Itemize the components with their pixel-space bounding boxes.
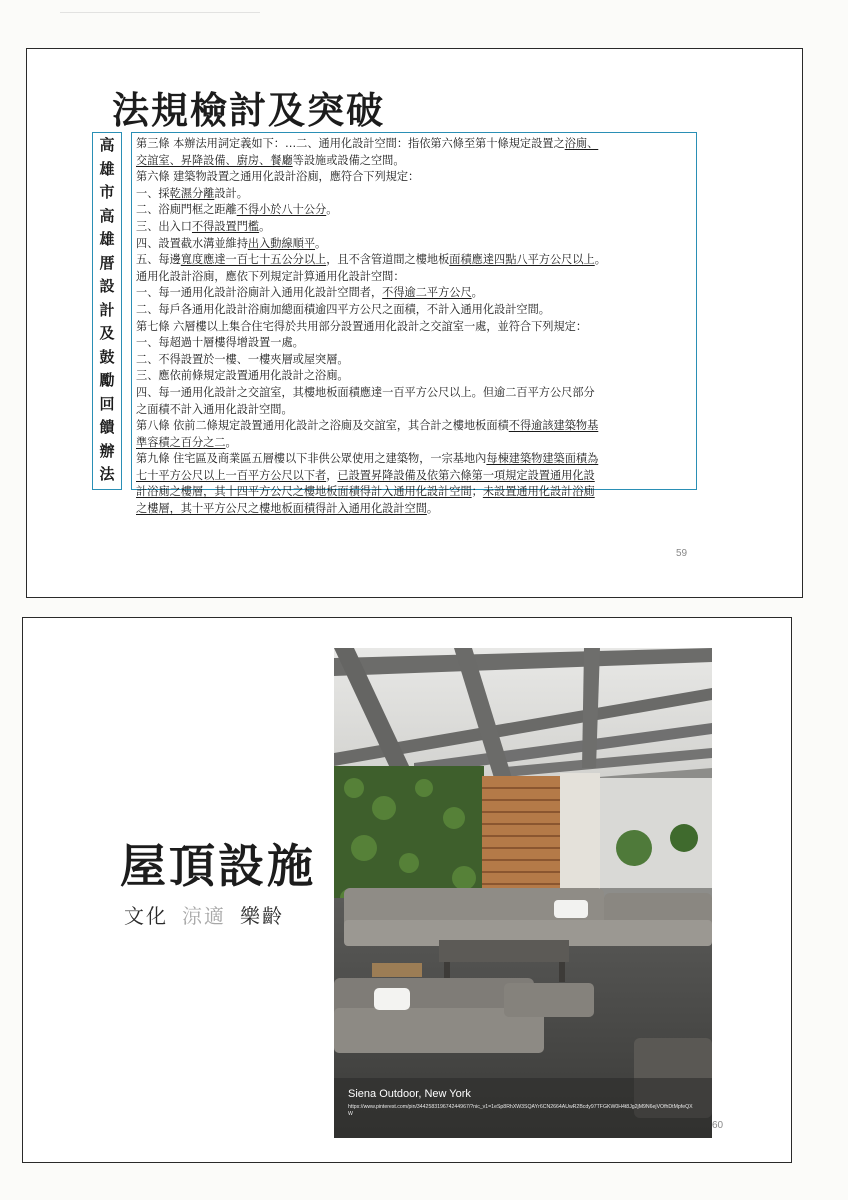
side-label-char: 厝: [99, 253, 115, 272]
regulation-line: 第八條 依前二條規定設置通用化設計之浴廁及交誼室，其合計之樓地板面積不得逾該建築物基: [136, 419, 599, 433]
page-number: 60: [712, 1120, 724, 1131]
regulation-line: 二、浴廁門框之距離不得小於八十公分。: [136, 203, 338, 217]
regulation-line: 一、每一通用化設計浴廁計入通用化設計空間者，不得逾二平方公尺。: [136, 286, 483, 300]
regulation-line: 三、出入口不得設置門檻。: [136, 219, 271, 233]
regulation-line: 一、採乾濕分離設計。: [136, 186, 248, 200]
side-label-char: 饋: [99, 418, 115, 436]
regulation-line: 四、每一通用化設計之交誼室，其樓地板面積應達一百平方公尺以上。但逾二百平方公尺部分: [136, 385, 595, 399]
slide-title: 屋頂設施: [120, 839, 316, 893]
side-label-char: 勵: [99, 371, 115, 389]
photo-caption: Siena Outdoor, New York: [348, 1088, 471, 1100]
regulation-line: 準容積之百分之二。: [136, 435, 237, 449]
regulation-line: 四、設置截水溝並維持出入動線順平。: [136, 236, 327, 250]
side-label-char: 市: [99, 183, 115, 201]
side-label-char: 設: [99, 277, 115, 295]
side-label-char: 雄: [99, 159, 115, 178]
regulation-line: 七十平方公尺以上一百平方公尺以下者，已設置昇降設備及依第六條第一項規定設置通用化設: [136, 468, 595, 482]
regulation-text-box: [131, 132, 697, 516]
subtitle-cool: 涼適: [182, 904, 226, 928]
side-label-char: 雄: [99, 230, 115, 248]
regulation-line: 第七條 六層樓以上集合住宅得於共用部分設置通用化設計之交誼室一處，並符合下列規定：: [136, 319, 588, 333]
regulation-line: 之樓層，其十平方公尺之樓地板面積得計入通用化設計空間。: [136, 502, 439, 516]
rooftop-lounge-illustration: [334, 648, 712, 1138]
vertical-side-label: [92, 132, 122, 490]
regulation-line: 一、每超過十層樓得增設置一處。: [136, 336, 304, 350]
regulation-line: 二、不得設置於一樓、一樓夾層或屋突層。: [136, 352, 349, 366]
side-label-char: 高: [99, 206, 115, 225]
side-label-char: 回: [99, 394, 115, 413]
subtitle-culture: 文化: [124, 904, 168, 928]
regulation-line: 第六條 建築物設置之通用化設計浴廁，應符合下列規定：: [136, 170, 420, 184]
side-label-char: 計: [99, 300, 115, 319]
regulation-line: 第九條 住宅區及商業區五層樓以下非供公眾使用之建築物，一宗基地內每棟建築物建築面積為: [136, 452, 599, 466]
photo-source-url: https://www.pinterest.com/pin/344258319674244967/?nic_v1=1eSp8RhXW3SQAYr6CN2664AUwR2Bcdy97TFGKW0H4t8Jg2jM9N6ejVOfhDtMpfeQXW: [348, 1104, 693, 1117]
regulation-line: 計浴廁之樓層，其十四平方公尺之樓地板面積得計入通用化設計空間；未設置通用化設計浴廁: [136, 485, 595, 499]
slide-title: 法規檢討及突破: [112, 89, 385, 132]
regulation-line: 通用化設計浴廁，應依下列規定計算通用化設計空間：: [136, 269, 405, 283]
scan-artifact-top: [60, 12, 260, 13]
regulation-line: 之面積不計入通用化設計空間。: [136, 402, 293, 416]
regulation-line: 第三條 本辦法用詞定義如下：…二、通用化設計空間：指依第六條至第十條規定設置之浴廁、: [136, 137, 599, 150]
rooftop-lounge-photo: [334, 648, 712, 1138]
side-label-char: 法: [99, 465, 115, 483]
regulation-line: 二、每戶各通用化設計浴廁加總面積逾四平方公尺之面積，不計入通用化設計空間。: [136, 302, 550, 316]
regulation-line: 交誼室、昇降設備、廚房、餐廳等設施或設備之空間。: [136, 153, 405, 167]
regulation-line: 三、應依前條規定設置通用化設計之浴廁。: [136, 369, 349, 383]
side-label-char: 辦: [99, 441, 115, 460]
side-label-char: 鼓: [99, 347, 115, 366]
regulation-line: 五、每邊寬度應達一百七十五公分以上，且不含管道間之樓地板面積應達四點八平方公尺以上。: [136, 253, 606, 267]
slide-subtitle: [124, 900, 284, 929]
page-number: 59: [676, 548, 688, 559]
side-label-char: 及: [99, 324, 115, 342]
side-label-char: 高: [99, 136, 115, 154]
subtitle-senior: 樂齡: [240, 904, 284, 928]
